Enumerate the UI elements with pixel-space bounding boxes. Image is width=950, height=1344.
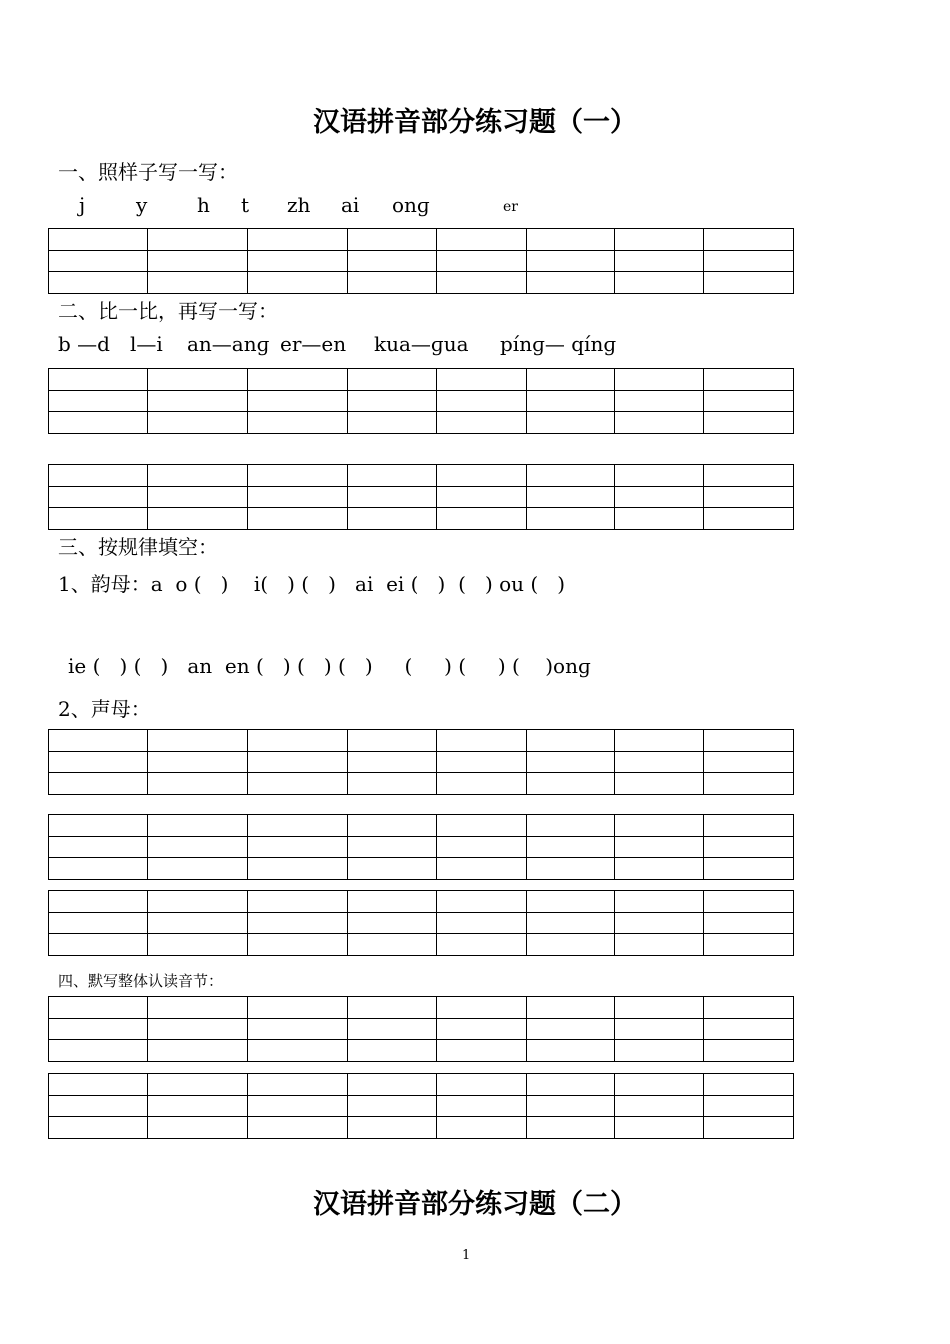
- letter-6: ai: [341, 193, 360, 217]
- letter-1: j: [79, 193, 86, 217]
- page-title-2: 汉语拼音部分练习题（二）: [313, 1189, 637, 1220]
- writing-grid-2: [48, 368, 794, 434]
- letter-2: y: [136, 193, 148, 217]
- writing-grid-1: [48, 228, 794, 294]
- page-title-1: 汉语拼音部分练习题（一）: [313, 107, 637, 138]
- pair-6: pínɡ— qínɡ: [500, 332, 617, 356]
- writing-grid-7: [48, 996, 794, 1062]
- pair-3: an—anɡ: [187, 332, 270, 356]
- section4-heading: 四、默写整体认读音节：: [58, 972, 224, 990]
- writing-grid-5: [48, 814, 794, 880]
- writing-grid-8: [48, 1073, 794, 1139]
- vowel-pattern-line: 1、韵母：a o ( ) i( ) ( ) ai ei ( ) ( ) ou ( ): [58, 572, 566, 596]
- writing-grid-3: [48, 464, 794, 530]
- letter-5: zh: [287, 193, 311, 217]
- writing-grid-6: [48, 890, 794, 956]
- letter-3: h: [197, 193, 210, 217]
- pair-4: er—en: [280, 332, 347, 356]
- writing-grid-4: [48, 729, 794, 795]
- vowel-pattern-line-2: ie ( ) ( ) an en ( ) ( ) ( ) ( ) ( ) ( )onɡ: [68, 654, 591, 678]
- page-number: 1: [462, 1248, 471, 1263]
- letter-8: er: [503, 199, 518, 215]
- consonant-label: 2、声母：: [58, 697, 151, 721]
- letter-7: onɡ: [392, 193, 430, 217]
- section3-heading: 三、按规律填空：: [58, 535, 218, 559]
- pair-1: b —d: [58, 332, 110, 356]
- letter-4: t: [241, 193, 250, 217]
- pair-2: l—i: [130, 332, 163, 356]
- pair-5: kua—ɡua: [374, 332, 469, 356]
- section1-heading: 一、照样子写一写：: [58, 160, 238, 184]
- section2-heading: 二、比一比，再写一写：: [58, 299, 278, 323]
